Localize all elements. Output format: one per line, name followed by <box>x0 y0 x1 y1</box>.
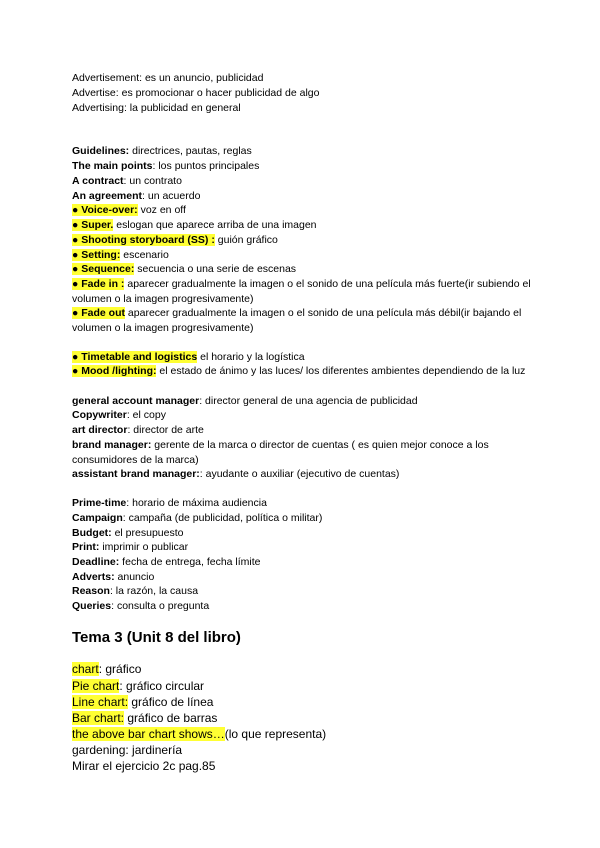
vocab-line <box>72 233 532 248</box>
vocab-definition: : un acuerdo <box>142 190 201 202</box>
vocab-definition: fecha de entrega, fecha límite <box>119 556 261 568</box>
vocab-line <box>72 584 532 599</box>
vocab-line <box>72 496 532 511</box>
vocab-definition: : director general de una agencia de publicidad <box>199 395 418 407</box>
vocab-definition: aparecer gradualmente la imagen o el sonido de una película más fuerte(ir subiendo el volumen o la imagen progresivamente) <box>72 278 531 305</box>
vocab-definition: : director de arte <box>127 424 204 436</box>
definition-line: Advertise: es promocionar o hacer publicidad de algo <box>72 87 320 99</box>
vocab-definition: : los puntos principales <box>152 160 260 172</box>
vocab-definition: secuencia o una serie de escenas <box>134 263 297 275</box>
vocab-definition: : el copy <box>126 409 166 421</box>
vocab-definition: : horario de máxima audiencia <box>126 497 267 509</box>
vocab-definition: gardening: jardinería <box>72 743 183 757</box>
vocab-definition: anuncio <box>114 571 155 583</box>
vocab-line <box>72 394 532 409</box>
vocab-definition: : consulta o pregunta <box>111 600 210 612</box>
vocab-line <box>72 423 532 438</box>
vocab-term: Campaign <box>72 512 123 524</box>
vocab-line <box>72 710 532 726</box>
vocab-term: Print: <box>72 541 100 553</box>
vocab-line <box>72 174 532 189</box>
highlighted-term: the above bar chart shows… <box>72 727 225 741</box>
highlighted-term: ● Mood /lighting: <box>72 365 157 377</box>
highlighted-term: ● Setting: <box>72 249 121 261</box>
vocab-term: Guidelines: <box>72 145 130 157</box>
vocab-line <box>72 661 532 677</box>
vocab-line <box>72 726 532 742</box>
vocab-definition: el horario y la logística <box>197 351 305 363</box>
vocab-term: general account manager <box>72 395 200 407</box>
vocab-line <box>72 306 532 335</box>
vocab-term: Copywriter <box>72 409 127 421</box>
highlighted-term: chart <box>72 662 99 676</box>
vocab-term: The main points <box>72 160 153 172</box>
vocab-line <box>72 511 532 526</box>
vocab-line <box>72 203 532 218</box>
vocab-line <box>72 350 532 365</box>
vocab-line <box>72 570 532 585</box>
vocab-line <box>72 540 532 555</box>
vocab-line <box>72 526 532 541</box>
vocab-line <box>72 248 532 263</box>
vocab-line <box>72 218 532 233</box>
vocab-line <box>72 159 532 174</box>
vocab-term: Budget: <box>72 527 112 539</box>
vocab-definition: : ayudante o auxiliar (ejecutivo de cuentas) <box>199 468 400 480</box>
vocab-definition: : gráfico circular <box>119 679 205 693</box>
vocab-line <box>72 364 532 379</box>
vocab-definition: voz en off <box>137 204 186 216</box>
vocab-definition: gráfico de línea <box>128 695 214 709</box>
vocab-line <box>72 742 532 758</box>
vocab-definition: gráfico de barras <box>124 711 218 725</box>
highlighted-term: ● Shooting storyboard (SS) : <box>72 234 215 246</box>
vocab-definition: directrices, pautas, reglas <box>129 145 252 157</box>
vocab-line <box>72 277 532 306</box>
vocab-line <box>72 694 532 710</box>
vocab-definition: aparecer gradualmente la imagen o el sonido de una película más débil(ir bajando el volumen o la imagen progresivamente) <box>72 307 522 334</box>
vocab-line <box>72 678 532 694</box>
highlighted-term: ● Timetable and logistics <box>72 351 198 363</box>
highlighted-term: Bar chart: <box>72 711 125 725</box>
highlighted-term: Pie chart <box>72 679 120 693</box>
vocab-term: A contract <box>72 175 124 187</box>
vocab-definition: eslogan que aparece arriba de una imagen <box>113 219 317 231</box>
vocab-definition: : campaña (de publicidad, política o militar) <box>122 512 323 524</box>
definition-line: Advertisement: es un anuncio, publicidad <box>72 72 264 84</box>
highlighted-term: ● Super. <box>72 219 114 231</box>
vocab-term: Adverts: <box>72 571 115 583</box>
vocab-definition: (lo que representa) <box>224 727 327 741</box>
vocab-term: Reason <box>72 585 110 597</box>
vocab-line <box>72 555 532 570</box>
vocab-definition: escenario <box>120 249 169 261</box>
vocab-line <box>72 262 532 277</box>
highlighted-term: Line chart: <box>72 695 129 709</box>
vocab-term: art director <box>72 424 128 436</box>
highlighted-term: ● Fade in : <box>72 278 125 290</box>
vocab-term: assistant brand manager: <box>72 468 200 480</box>
highlighted-term: ● Sequence: <box>72 263 135 275</box>
definition-line: Advertising: la publicidad en general <box>72 102 241 114</box>
vocab-line <box>72 467 532 482</box>
vocab-line <box>72 189 532 204</box>
vocab-term: Prime-time <box>72 497 127 509</box>
vocab-line <box>72 438 532 467</box>
vocab-line <box>72 758 532 774</box>
section-heading: Tema 3 (Unit 8 del libro) <box>72 629 241 646</box>
vocab-term: An agreement <box>72 190 143 202</box>
vocab-line <box>72 408 532 423</box>
highlighted-term: ● Fade out <box>72 307 126 319</box>
vocab-term: Deadline: <box>72 556 120 568</box>
vocab-definition: Mirar el ejercicio 2c pag.85 <box>72 759 216 773</box>
vocab-definition: guión gráfico <box>214 234 278 246</box>
vocab-definition: imprimir o publicar <box>99 541 189 553</box>
vocab-definition: : un contrato <box>123 175 182 187</box>
highlighted-term: ● Voice-over: <box>72 204 138 216</box>
vocab-definition: el presupuesto <box>111 527 184 539</box>
vocab-term: Queries <box>72 600 112 612</box>
vocab-line <box>72 599 532 614</box>
vocab-definition: : gráfico <box>98 662 142 676</box>
vocab-line <box>72 144 532 159</box>
vocab-definition: : la razón, la causa <box>109 585 199 597</box>
vocab-definition: el estado de ánimo y las luces/ los diferentes ambientes dependiendo de la luz <box>156 365 526 377</box>
vocab-definition: gerente de la marca o director de cuentas ( es quien mejor conoce a los consumidores de la marca) <box>72 439 489 466</box>
vocab-term: brand manager: <box>72 439 152 451</box>
